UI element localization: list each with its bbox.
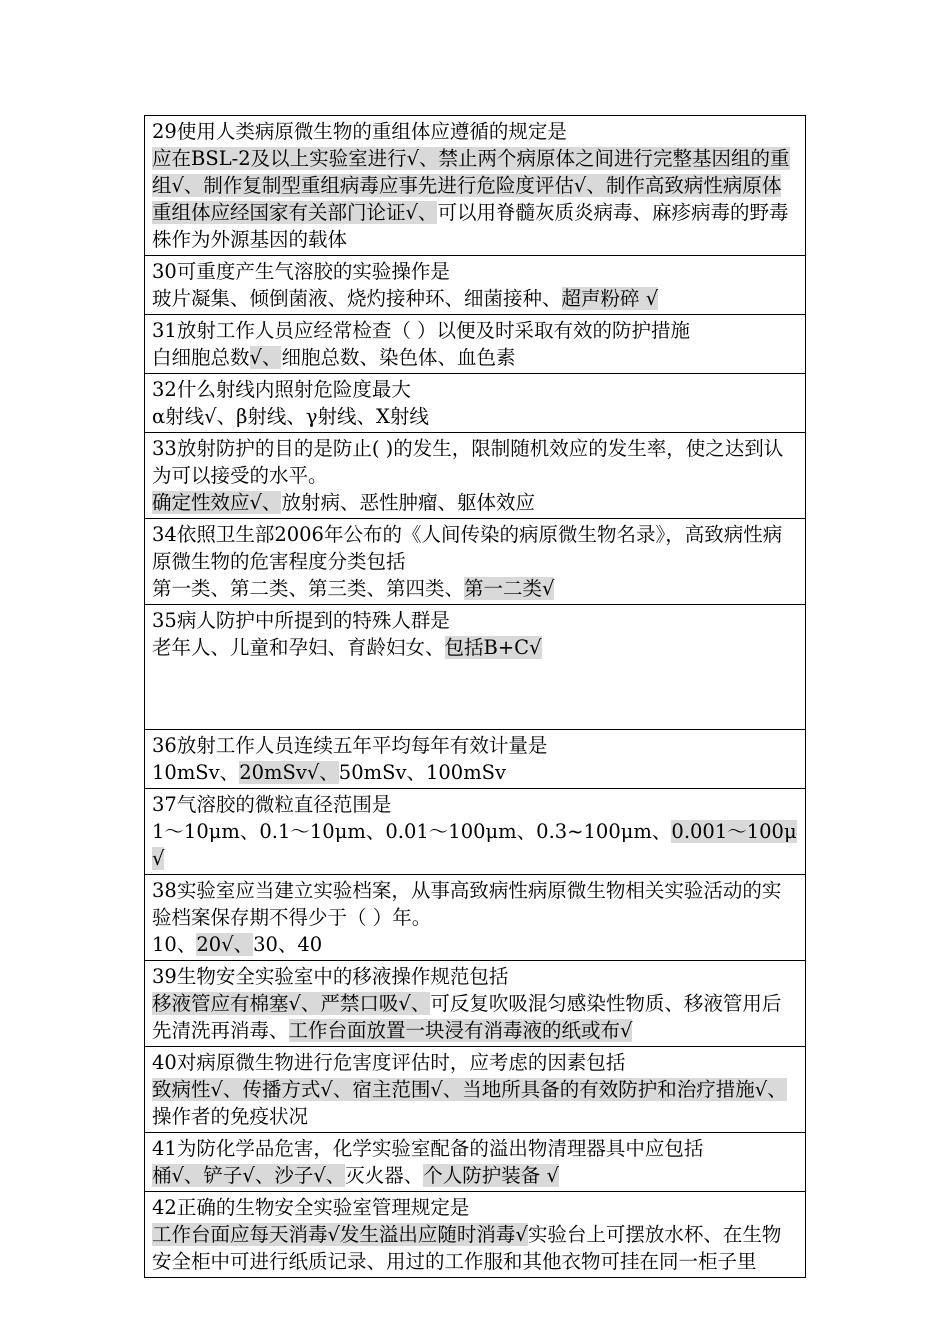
answer-option-text: 10、 [152, 933, 197, 956]
answer-options [152, 759, 799, 786]
question-row [145, 789, 806, 875]
question-cell [145, 605, 806, 730]
question-row [145, 875, 806, 961]
question-row [145, 730, 806, 789]
question-row [145, 256, 806, 315]
question-row [145, 1047, 806, 1133]
question-cell [145, 315, 806, 374]
question-table [144, 115, 806, 1278]
question-cell [145, 374, 806, 433]
question-row [145, 315, 806, 374]
question-cell [145, 1192, 806, 1278]
answer-option-text: 10mSv、 [152, 761, 240, 784]
question-row [145, 1192, 806, 1278]
question-text: 40对病原微生物进行危害度评估时，应考虑的因素包括 [152, 1051, 626, 1074]
correct-answer-highlight: 第一二类√ [464, 577, 555, 600]
question-cell [145, 730, 806, 789]
answer-option-text: 实验台上可摆放水杯、在生物安全柜中可进行纸质记录、用过的工作服和其他衣物可挂在同一柜子里 [152, 1223, 782, 1273]
answer-options [152, 344, 799, 371]
answer-options [152, 634, 799, 661]
correct-answer-highlight: 移液管应有棉塞√、严禁口吸√、 [152, 992, 431, 1015]
correct-answer-highlight: 工作台面应每天消毒√发生溢出应随时消毒√ [152, 1223, 528, 1246]
question-cell [145, 433, 806, 519]
correct-answer-highlight: 20mSv√、 [239, 761, 339, 784]
answer-options [152, 1162, 799, 1189]
answer-options [152, 990, 799, 1044]
answer-option-text: 50mSv、100mSv [338, 761, 507, 784]
question-row [145, 433, 806, 519]
answer-option-text: 1～10μm、0.1～10μm、0.01～100μm、0.3~100μm、 [152, 820, 672, 843]
correct-answer-highlight: 包括B+C√ [444, 636, 542, 659]
answer-option-text: 玻片凝集、倾倒菌液、烧灼接种环、细菌接种、 [152, 287, 562, 310]
question-cell [145, 519, 806, 605]
answer-options [152, 1076, 799, 1130]
answer-option-text: 灭火器、 [345, 1164, 424, 1187]
answer-option-text: 操作者的免疫状况 [152, 1105, 309, 1128]
question-row [145, 116, 806, 256]
correct-answer-highlight: 超声粉碎 √ [561, 287, 659, 310]
question-text: 39生物安全实验室中的移液操作规范包括 [152, 965, 509, 988]
question-row [145, 519, 806, 605]
question-row [145, 374, 806, 433]
question-text: 30可重度产生气溶胶的实验操作是 [152, 260, 450, 283]
correct-answer-highlight: 个人防护装备 √ [423, 1164, 559, 1187]
question-text: 42正确的生物安全实验室管理规定是 [152, 1196, 470, 1219]
question-text: 32什么射线内照射危险度最大 [152, 378, 411, 401]
question-text: 31放射工作人员应经常检查（ ）以便及时采取有效的防护措施 [152, 319, 691, 342]
answer-option-text: 老年人、儿童和孕妇、育龄妇女、 [152, 636, 445, 659]
correct-answer-highlight: 致病性√、传播方式√、宿主范围√、当地所具备的有效防护和治疗措施√、 [152, 1078, 787, 1101]
question-text: 36放射工作人员连续五年平均每年有效计量是 [152, 734, 548, 757]
question-row [145, 961, 806, 1047]
question-row [145, 1133, 806, 1192]
answer-options [152, 403, 799, 430]
question-text: 38实验室应当建立实验档案，从事高致病性病原微生物相关实验活动的实验档案保存期不得少于（ ）年。 [152, 879, 782, 929]
answer-options [152, 1221, 799, 1275]
question-cell [145, 961, 806, 1047]
answer-option-text: α射线√、 [152, 405, 237, 428]
question-cell [145, 1047, 806, 1133]
question-row [145, 605, 806, 730]
document-page [144, 115, 806, 1278]
correct-answer-highlight: √、 [249, 346, 282, 369]
answer-options [152, 285, 799, 312]
question-text: 41为防化学品危害，化学实验室配备的溢出物清理器具中应包括 [152, 1137, 704, 1160]
answer-option-text: 可反复吹吸混匀感染性物质、移液管用后先清洗再消毒、 [152, 992, 782, 1042]
question-text: 35病人防护中所提到的特殊人群是 [152, 609, 450, 632]
answer-option-text: 30、40 [253, 933, 323, 956]
question-text: 29使用人类病原微生物的重组体应遵循的规定是 [152, 120, 567, 143]
answer-options [152, 931, 799, 958]
correct-answer-highlight: 确定性效应√、 [152, 491, 282, 514]
answer-option-text: 细胞总数、染色体、血色素 [281, 346, 516, 369]
answer-option-text: 白细胞总数 [152, 346, 250, 369]
correct-answer-highlight: 应在BSL-2及以上实验室进行√、禁止两个病原体之间进行完整基因组的重组√、制作复制型重组病毒应事先进行危险度评估√、制作高致病性病原体重组体应经国家有关部门论证√、 [152, 147, 790, 224]
answer-option-text: 可以用脊髓灰质炎病毒、麻疹病毒的野毒株作为外源基因的载体 [152, 201, 789, 251]
correct-answer-highlight: 0.001～100μ√ [152, 820, 797, 870]
answer-options [152, 818, 799, 872]
correct-answer-highlight: 工作台面放置一块浸有消毒液的纸或布√ [288, 1019, 633, 1042]
question-cell [145, 256, 806, 315]
correct-answer-highlight: 20√、 [196, 933, 254, 956]
answer-option-text: 第一类、第二类、第三类、第四类、 [152, 577, 465, 600]
question-text: 34依照卫生部2006年公布的《人间传染的病原微生物名录》，高致病性病原微生物的危害程度分类包括 [152, 523, 783, 573]
answer-options [152, 489, 799, 516]
question-text: 33放射防护的目的是防止( )的发生，限制随机效应的发生率，使之达到认为可以接受的水平。 [152, 437, 784, 487]
question-cell [145, 116, 806, 256]
answer-options [152, 575, 799, 602]
question-table-body [145, 116, 806, 1278]
question-cell [145, 875, 806, 961]
correct-answer-highlight: 桶√、铲子√、沙子√、 [152, 1164, 346, 1187]
answer-option-text: 放射病、恶性肿瘤、躯体效应 [281, 491, 535, 514]
answer-option-text: β射线、γ射线、X射线 [236, 405, 429, 428]
question-cell [145, 1133, 806, 1192]
question-text: 37气溶胶的微粒直径范围是 [152, 793, 392, 816]
question-cell [145, 789, 806, 875]
answer-options [152, 145, 799, 253]
